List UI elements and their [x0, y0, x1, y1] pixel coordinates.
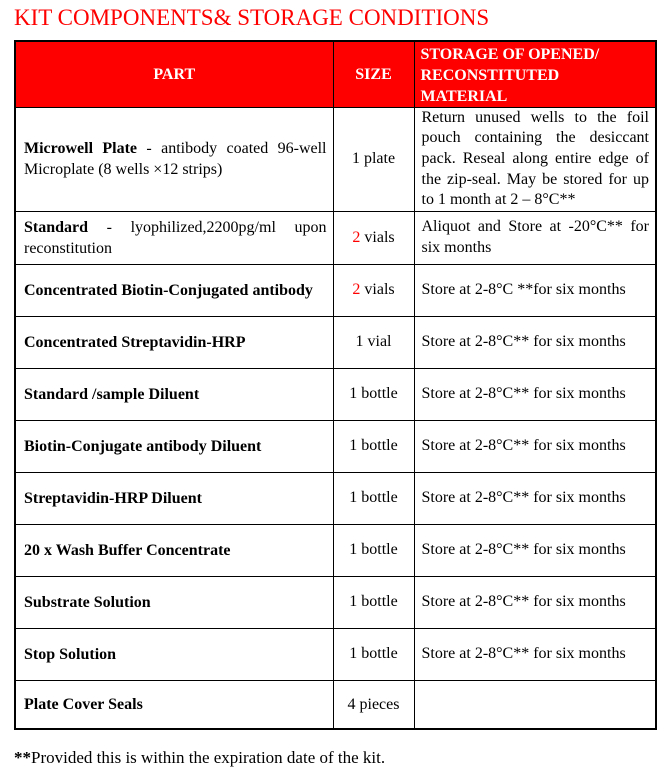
page-title: KIT COMPONENTS& STORAGE CONDITIONS — [14, 5, 490, 30]
part-name: Stop Solution — [24, 645, 117, 663]
size-cell — [333, 576, 414, 628]
size-unit: bottle — [361, 645, 398, 663]
table-row — [15, 264, 656, 316]
size-qty: 1 — [349, 489, 358, 507]
size-unit: bottle — [361, 385, 398, 403]
table-row — [15, 576, 656, 628]
size-qty: 1 — [349, 385, 358, 403]
table-row — [15, 107, 656, 211]
storage-cell: Store at 2-8°C** for six months — [414, 524, 656, 576]
part-name: Microwell Plate — [24, 140, 138, 158]
size-cell — [333, 628, 414, 680]
part-name: 20 x Wash Buffer Concentrate — [24, 541, 231, 559]
part-cell — [15, 576, 333, 628]
footnote — [14, 748, 655, 768]
size-qty: 1 — [355, 333, 364, 351]
storage-cell: Store at 2-8°C **for six months — [414, 264, 656, 316]
storage-cell: Store at 2-8°C** for six months — [414, 628, 656, 680]
size-unit: vials — [364, 228, 395, 246]
part-name: Concentrated Biotin-Conjugated antibody — [24, 281, 313, 299]
size-cell — [333, 264, 414, 316]
kit-components-table — [14, 40, 657, 730]
size-qty: 1 — [351, 150, 360, 168]
size-unit: plate — [363, 150, 396, 168]
size-cell — [333, 524, 414, 576]
storage-cell: Return unused wells to the foil pouch containing the desiccant pack. Reseal along entire edge of the zip-seal. May be stored for up to 1 month at 2 – 8°C** — [414, 107, 656, 211]
size-qty: 1 — [349, 437, 358, 455]
part-cell — [15, 524, 333, 576]
part-name: Plate Cover Seals — [24, 696, 143, 714]
storage-cell: Store at 2-8°C** for six months — [414, 316, 656, 368]
size-qty: 2 — [352, 228, 361, 246]
part-cell — [15, 680, 333, 729]
table-row — [15, 316, 656, 368]
part-name: Standard /sample Diluent — [24, 385, 200, 403]
header-storage-line: MATERIAL — [420, 87, 508, 105]
storage-cell — [414, 680, 656, 729]
part-cell — [15, 211, 333, 264]
part-description: - lyophilized,2200pg/ml upon reconstitution — [24, 218, 327, 257]
size-unit: vial — [367, 333, 392, 351]
table-row — [15, 420, 656, 472]
part-name: Standard — [24, 218, 89, 236]
part-cell — [15, 107, 333, 211]
part-description: - antibody coated 96-well Microplate (8 wells ×12 strips) — [24, 140, 327, 179]
storage-cell: Store at 2-8°C** for six months — [414, 472, 656, 524]
size-cell — [333, 107, 414, 211]
part-name: Concentrated Streptavidin-HRP — [24, 333, 246, 351]
footnote-stars: ** — [14, 748, 31, 768]
header-storage — [414, 41, 656, 108]
header-storage-line: STORAGE OF OPENED/ — [420, 45, 600, 63]
table-row — [15, 628, 656, 680]
size-unit: bottle — [361, 593, 398, 611]
size-unit: bottle — [361, 489, 398, 507]
size-cell — [333, 368, 414, 420]
header-part: PART — [15, 41, 333, 108]
size-cell — [333, 316, 414, 368]
size-qty: 2 — [352, 281, 361, 299]
size-qty: 1 — [349, 541, 358, 559]
part-cell — [15, 472, 333, 524]
part-cell — [15, 420, 333, 472]
part-name: Streptavidin-HRP Diluent — [24, 489, 202, 507]
size-qty: 1 — [349, 645, 358, 663]
size-qty: 4 — [347, 695, 356, 713]
header-size: SIZE — [333, 41, 414, 108]
part-name: Biotin-Conjugate antibody Diluent — [24, 437, 262, 455]
part-cell — [15, 316, 333, 368]
storage-cell: Aliquot and Store at -20°C** for six months — [414, 211, 656, 264]
part-name: Substrate Solution — [24, 593, 151, 611]
table-row — [15, 524, 656, 576]
header-storage-line: RECONSTITUTED — [420, 66, 560, 84]
table-row — [15, 472, 656, 524]
size-unit: bottle — [361, 541, 398, 559]
table-header-row — [15, 41, 656, 108]
size-unit: vials — [364, 281, 395, 299]
size-unit: bottle — [361, 437, 398, 455]
table-row — [15, 211, 656, 264]
size-cell — [333, 211, 414, 264]
size-cell — [333, 680, 414, 729]
size-cell — [333, 472, 414, 524]
storage-cell: Store at 2-8°C** for six months — [414, 576, 656, 628]
storage-cell: Store at 2-8°C** for six months — [414, 420, 656, 472]
part-cell — [15, 628, 333, 680]
size-cell — [333, 420, 414, 472]
part-cell — [15, 264, 333, 316]
table-row — [15, 368, 656, 420]
table-row — [15, 680, 656, 729]
storage-cell: Store at 2-8°C** for six months — [414, 368, 656, 420]
footnote-text: Provided this is within the expiration date of the kit. — [31, 748, 386, 768]
size-qty: 1 — [349, 593, 358, 611]
part-cell — [15, 368, 333, 420]
size-unit: pieces — [359, 695, 400, 713]
